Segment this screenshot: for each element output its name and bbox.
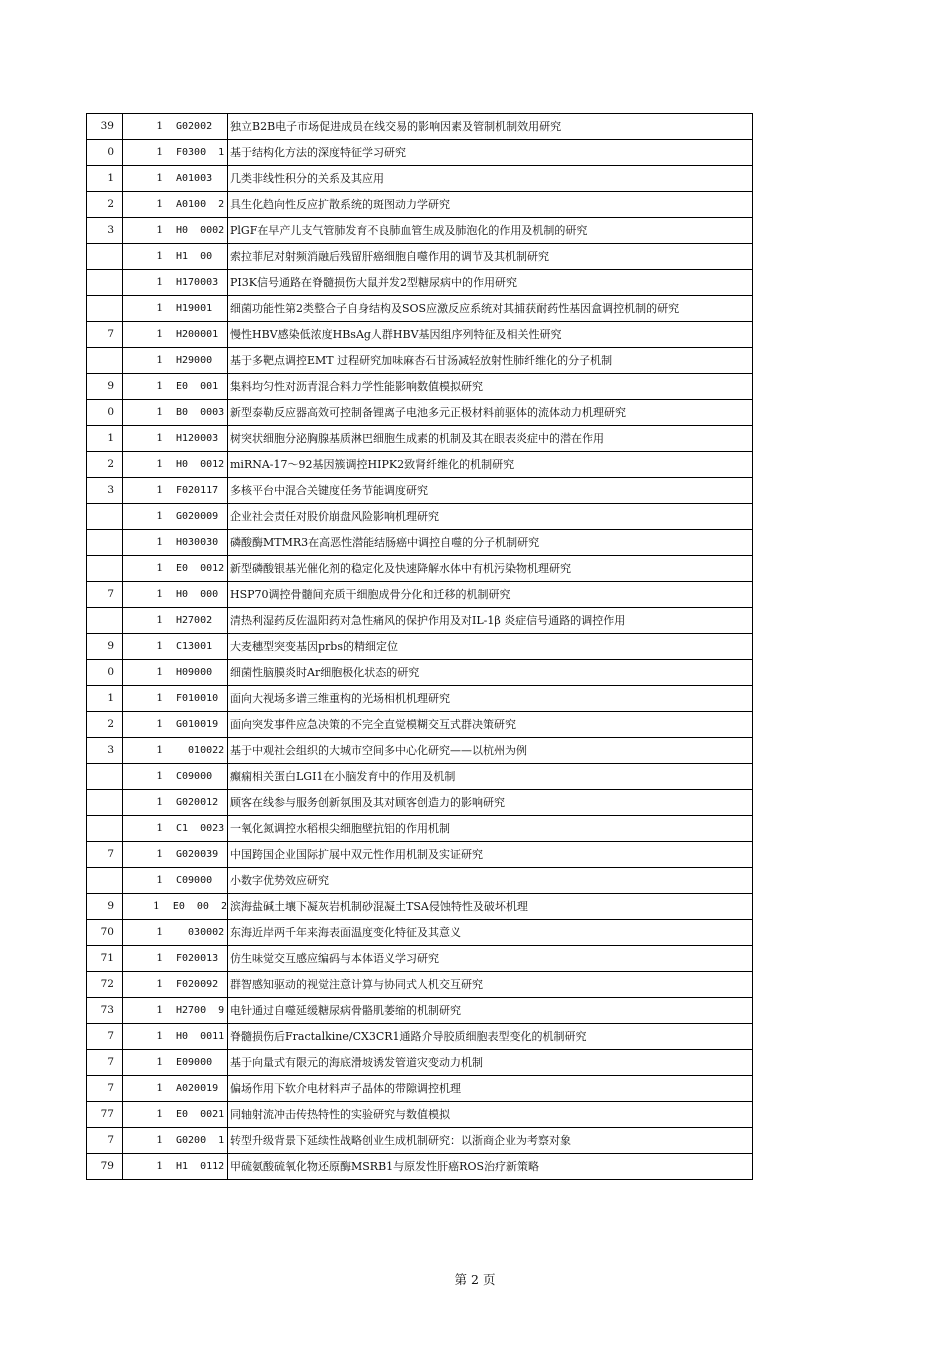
table-row bbox=[87, 296, 753, 322]
row-code-cell bbox=[123, 790, 228, 816]
table-row bbox=[87, 556, 753, 582]
table-row bbox=[87, 1050, 753, 1076]
row-code-cell bbox=[123, 400, 228, 426]
row-title: 中国跨国企业国际扩展中双元性作用机制及实证研究 bbox=[228, 842, 753, 868]
row-code: H1 00 bbox=[176, 251, 213, 262]
row-title: 面向大视场多谱三维重构的光场相机机理研究 bbox=[228, 686, 753, 712]
row-code: E0 001 bbox=[176, 381, 219, 392]
row-code-cell bbox=[123, 660, 228, 686]
row-title: 大麦穗型突变基因prbs的精细定位 bbox=[228, 634, 753, 660]
row-number: 7 bbox=[87, 1024, 123, 1050]
table-row bbox=[87, 764, 753, 790]
row-code-group bbox=[123, 764, 227, 789]
row-code-group bbox=[123, 634, 227, 659]
row-code-cell bbox=[123, 478, 228, 504]
row-count: 1 bbox=[156, 120, 163, 132]
row-number: 2 bbox=[87, 452, 123, 478]
row-code: C13001 bbox=[176, 641, 213, 652]
row-code-group bbox=[123, 1076, 227, 1101]
row-count: 1 bbox=[156, 510, 163, 522]
table-row bbox=[87, 244, 753, 270]
row-code-group bbox=[123, 114, 227, 139]
row-code-cell bbox=[123, 608, 228, 634]
row-code-group bbox=[123, 582, 227, 607]
row-code-cell bbox=[123, 140, 228, 166]
row-title: 滨海盐碱土壤下凝灰岩机制砂混凝土TSA侵蚀特性及破坏机理 bbox=[228, 894, 753, 920]
row-title: 磷酸酶MTMR3在高恶性潜能结肠癌中调控自噬的分子机制研究 bbox=[228, 530, 753, 556]
row-number: 9 bbox=[87, 374, 123, 400]
row-code-cell bbox=[123, 946, 228, 972]
row-code: G020009 bbox=[176, 511, 219, 522]
row-code: G020039 bbox=[176, 849, 219, 860]
row-code-group bbox=[123, 166, 227, 191]
table-row bbox=[87, 738, 753, 764]
row-code: E0 00 2 bbox=[172, 901, 227, 912]
table-row bbox=[87, 816, 753, 842]
row-count: 1 bbox=[156, 692, 163, 704]
table-row bbox=[87, 452, 753, 478]
row-number: 9 bbox=[87, 894, 123, 920]
row-code: H29000 bbox=[176, 355, 213, 366]
row-code: H09000 bbox=[176, 667, 213, 678]
row-code-group bbox=[123, 322, 227, 347]
row-number bbox=[87, 764, 123, 790]
row-title: miRNA-17～92基因簇调控HIPK2致肾纤维化的机制研究 bbox=[228, 452, 753, 478]
table-row bbox=[87, 1024, 753, 1050]
row-number bbox=[87, 790, 123, 816]
row-number: 71 bbox=[87, 946, 123, 972]
row-code: H2700 9 bbox=[176, 1005, 225, 1016]
table-row bbox=[87, 686, 753, 712]
row-title: 仿生味觉交互感应编码与本体语义学习研究 bbox=[228, 946, 753, 972]
table-row bbox=[87, 322, 753, 348]
table-row bbox=[87, 790, 753, 816]
row-code-group bbox=[123, 738, 227, 763]
row-title: 新型磷酸银基光催化剂的稳定化及快速降解水体中有机污染物机理研究 bbox=[228, 556, 753, 582]
row-code-group bbox=[123, 452, 227, 477]
row-number bbox=[87, 608, 123, 634]
row-code-cell bbox=[123, 1154, 228, 1180]
row-number: 3 bbox=[87, 738, 123, 764]
table-row bbox=[87, 478, 753, 504]
row-count: 1 bbox=[156, 1030, 163, 1042]
row-title: 索拉菲尼对射频消融后残留肝癌细胞自噬作用的调节及其机制研究 bbox=[228, 244, 753, 270]
row-number: 7 bbox=[87, 582, 123, 608]
row-count: 1 bbox=[156, 484, 163, 496]
row-count: 1 bbox=[156, 1082, 163, 1094]
row-title: 独立B2B电子市场促进成员在线交易的影响因素及管制机制效用研究 bbox=[228, 114, 753, 140]
row-code-group bbox=[123, 244, 227, 269]
row-count: 1 bbox=[156, 1004, 163, 1016]
row-number: 7 bbox=[87, 842, 123, 868]
row-code-cell bbox=[123, 296, 228, 322]
project-table-body bbox=[87, 114, 753, 1180]
row-number: 7 bbox=[87, 322, 123, 348]
row-code: G0200 1 bbox=[176, 1135, 225, 1146]
row-code: H170003 bbox=[176, 277, 219, 288]
row-code: E0 0012 bbox=[176, 563, 225, 574]
row-code-group bbox=[123, 374, 227, 399]
row-code: A01003 bbox=[176, 173, 213, 184]
row-number: 0 bbox=[87, 400, 123, 426]
row-code-group bbox=[123, 400, 227, 425]
row-title: 同轴射流冲击传热特性的实验研究与数值模拟 bbox=[228, 1102, 753, 1128]
row-title: 具生化趋向性反应扩散系统的斑图动力学研究 bbox=[228, 192, 753, 218]
row-code: G010019 bbox=[176, 719, 219, 730]
table-row bbox=[87, 426, 753, 452]
table-row bbox=[87, 894, 753, 920]
row-code-group bbox=[123, 894, 227, 919]
row-count: 1 bbox=[156, 172, 163, 184]
table-row bbox=[87, 660, 753, 686]
row-code: H120003 bbox=[176, 433, 219, 444]
row-code-group bbox=[123, 192, 227, 217]
row-code-group bbox=[123, 842, 227, 867]
row-number: 1 bbox=[87, 426, 123, 452]
row-title: PI3K信号通路在脊髓损伤大鼠并发2型糖尿病中的作用研究 bbox=[228, 270, 753, 296]
row-title: 细菌功能性第2类整合子自身结构及SOS应激反应系统对其捕获耐药性基因盒调控机制的研究 bbox=[228, 296, 753, 322]
row-code-cell bbox=[123, 322, 228, 348]
table-row bbox=[87, 140, 753, 166]
table-row bbox=[87, 1128, 753, 1154]
row-count: 1 bbox=[156, 146, 163, 158]
row-code-group bbox=[123, 712, 227, 737]
row-count: 1 bbox=[156, 380, 163, 392]
row-code-cell bbox=[123, 374, 228, 400]
row-count: 1 bbox=[156, 1108, 163, 1120]
row-title: 顾客在线参与服务创新氛围及其对顾客创造力的影响研究 bbox=[228, 790, 753, 816]
row-code-cell bbox=[123, 270, 228, 296]
row-code-cell bbox=[123, 738, 228, 764]
row-number: 79 bbox=[87, 1154, 123, 1180]
table-row bbox=[87, 868, 753, 894]
row-number bbox=[87, 296, 123, 322]
row-code: A020019 bbox=[176, 1083, 219, 1094]
row-count: 1 bbox=[156, 458, 163, 470]
row-count: 1 bbox=[156, 406, 163, 418]
table-row bbox=[87, 608, 753, 634]
table-row bbox=[87, 582, 753, 608]
row-code-cell bbox=[123, 244, 228, 270]
row-code-cell bbox=[123, 842, 228, 868]
table-row bbox=[87, 530, 753, 556]
row-code: H0 0012 bbox=[176, 459, 225, 470]
row-code-group bbox=[123, 1154, 227, 1179]
row-count: 1 bbox=[156, 796, 163, 808]
row-count: 1 bbox=[156, 1056, 163, 1068]
row-title: 小数字优势效应研究 bbox=[228, 868, 753, 894]
row-count: 1 bbox=[156, 432, 163, 444]
row-code-group bbox=[123, 868, 227, 893]
page-number: 第 2 页 bbox=[454, 1272, 496, 1287]
row-code: F020092 bbox=[176, 979, 219, 990]
row-count: 1 bbox=[156, 978, 163, 990]
row-number: 1 bbox=[87, 686, 123, 712]
row-code-cell bbox=[123, 868, 228, 894]
row-title: 甲硫氨酸硫氧化物还原酶MSRB1与原发性肝癌ROS治疗新策略 bbox=[228, 1154, 753, 1180]
row-code-cell bbox=[123, 998, 228, 1024]
row-code-cell bbox=[123, 530, 228, 556]
row-code: H19001 bbox=[176, 303, 213, 314]
row-count: 1 bbox=[156, 224, 163, 236]
row-code-cell bbox=[123, 1076, 228, 1102]
row-code-cell bbox=[123, 1024, 228, 1050]
row-code-group bbox=[123, 1128, 227, 1153]
project-table bbox=[86, 113, 753, 1180]
row-code-group bbox=[123, 504, 227, 529]
table-row bbox=[87, 504, 753, 530]
row-count: 1 bbox=[156, 302, 163, 314]
row-number: 7 bbox=[87, 1076, 123, 1102]
row-code-cell bbox=[123, 894, 228, 920]
row-code: C09000 bbox=[176, 875, 213, 886]
row-count: 1 bbox=[156, 822, 163, 834]
row-number bbox=[87, 244, 123, 270]
row-number bbox=[87, 270, 123, 296]
row-number: 39 bbox=[87, 114, 123, 140]
row-code-cell bbox=[123, 166, 228, 192]
row-code-cell bbox=[123, 1050, 228, 1076]
row-code: C1 0023 bbox=[176, 823, 225, 834]
row-title: 转型升级背景下延续性战略创业生成机制研究：以浙商企业为考察对象 bbox=[228, 1128, 753, 1154]
row-number: 3 bbox=[87, 478, 123, 504]
row-code-cell bbox=[123, 348, 228, 374]
row-code-group bbox=[123, 972, 227, 997]
row-code-group bbox=[123, 270, 227, 295]
row-code-group bbox=[123, 1102, 227, 1127]
row-code-group bbox=[123, 660, 227, 685]
row-code: C09000 bbox=[176, 771, 213, 782]
row-count: 1 bbox=[156, 562, 163, 574]
table-row bbox=[87, 972, 753, 998]
row-code: G020012 bbox=[176, 797, 219, 808]
row-title: 几类非线性积分的关系及其应用 bbox=[228, 166, 753, 192]
row-code-group bbox=[123, 218, 227, 243]
row-title: 基于结构化方法的深度特征学习研究 bbox=[228, 140, 753, 166]
row-code: E09000 bbox=[176, 1057, 213, 1068]
row-count: 1 bbox=[156, 536, 163, 548]
table-row bbox=[87, 1102, 753, 1128]
row-code: H0 0011 bbox=[176, 1031, 225, 1042]
row-code: H200001 bbox=[176, 329, 219, 340]
table-row bbox=[87, 1076, 753, 1102]
row-code-group bbox=[123, 140, 227, 165]
row-code-group bbox=[123, 816, 227, 841]
row-code-cell bbox=[123, 816, 228, 842]
row-count: 1 bbox=[156, 276, 163, 288]
row-number: 72 bbox=[87, 972, 123, 998]
row-count: 1 bbox=[153, 900, 160, 912]
row-code-cell bbox=[123, 712, 228, 738]
row-title: 群智感知驱动的视觉注意计算与协同式人机交互研究 bbox=[228, 972, 753, 998]
table-row bbox=[87, 218, 753, 244]
row-title: 清热利湿药反佐温阳药对急性痛风的保护作用及对IL-1β 炎症信号通路的调控作用 bbox=[228, 608, 753, 634]
row-title: 电针通过自噬延缓糖尿病骨骼肌萎缩的机制研究 bbox=[228, 998, 753, 1024]
table-row bbox=[87, 946, 753, 972]
row-code-cell bbox=[123, 972, 228, 998]
row-code-cell bbox=[123, 556, 228, 582]
row-code: H0 000 bbox=[176, 589, 219, 600]
row-code: F020013 bbox=[176, 953, 219, 964]
row-number: 2 bbox=[87, 192, 123, 218]
row-title: 多核平台中混合关键度任务节能调度研究 bbox=[228, 478, 753, 504]
row-count: 1 bbox=[156, 874, 163, 886]
row-code-cell bbox=[123, 504, 228, 530]
row-code: A0100 2 bbox=[176, 199, 225, 210]
row-code-cell bbox=[123, 1128, 228, 1154]
table-row bbox=[87, 634, 753, 660]
table-row bbox=[87, 400, 753, 426]
row-count: 1 bbox=[156, 666, 163, 678]
row-title: 脊髓损伤后Fractalkine/CX3CR1通路介导胶质细胞表型变化的机制研究 bbox=[228, 1024, 753, 1050]
table-row bbox=[87, 270, 753, 296]
table-row bbox=[87, 998, 753, 1024]
row-number: 3 bbox=[87, 218, 123, 244]
row-title: 新型泰勒反应器高效可控制备锂离子电池多元正极材料前驱体的流体动力机理研究 bbox=[228, 400, 753, 426]
row-title: 企业社会责任对股价崩盘风险影响机理研究 bbox=[228, 504, 753, 530]
row-number: 7 bbox=[87, 1050, 123, 1076]
row-number bbox=[87, 504, 123, 530]
row-count: 1 bbox=[156, 848, 163, 860]
row-title: 面向突发事件应急决策的不完全直觉模糊交互式群决策研究 bbox=[228, 712, 753, 738]
row-title: 东海近岸两千年来海表面温度变化特征及其意义 bbox=[228, 920, 753, 946]
row-number: 73 bbox=[87, 998, 123, 1024]
table-row bbox=[87, 192, 753, 218]
row-code-group bbox=[123, 998, 227, 1023]
row-title: 一氧化氮调控水稻根尖细胞壁抗铝的作用机制 bbox=[228, 816, 753, 842]
row-title: 集料均匀性对沥青混合料力学性能影响数值模拟研究 bbox=[228, 374, 753, 400]
row-code-group bbox=[123, 296, 227, 321]
table-row bbox=[87, 348, 753, 374]
table-row bbox=[87, 166, 753, 192]
row-title: 慢性HBV感染低浓度HBsAg人群HBV基因组序列特征及相关性研究 bbox=[228, 322, 753, 348]
row-code-group bbox=[123, 348, 227, 373]
row-code-group bbox=[123, 790, 227, 815]
table-row bbox=[87, 712, 753, 738]
table-row bbox=[87, 374, 753, 400]
row-code-group bbox=[123, 608, 227, 633]
row-code-cell bbox=[123, 114, 228, 140]
row-code: G02002 bbox=[176, 121, 213, 132]
row-code-cell bbox=[123, 218, 228, 244]
row-count: 1 bbox=[156, 952, 163, 964]
row-title: 基于向量式有限元的海底滑坡诱发管道灾变动力机制 bbox=[228, 1050, 753, 1076]
row-code-cell bbox=[123, 764, 228, 790]
row-number: 1 bbox=[87, 166, 123, 192]
row-number bbox=[87, 556, 123, 582]
row-code-cell bbox=[123, 1102, 228, 1128]
row-count: 1 bbox=[156, 328, 163, 340]
row-number: 9 bbox=[87, 634, 123, 660]
row-title: 基于中观社会组织的大城市空间多中心化研究——以杭州为例 bbox=[228, 738, 753, 764]
row-number bbox=[87, 816, 123, 842]
row-number: 2 bbox=[87, 712, 123, 738]
row-title: PlGF在早产儿支气管肺发育不良肺血管生成及肺泡化的作用及机制的研究 bbox=[228, 218, 753, 244]
row-code-cell bbox=[123, 634, 228, 660]
row-number: 0 bbox=[87, 140, 123, 166]
row-code-cell bbox=[123, 452, 228, 478]
row-code: H1 0112 bbox=[176, 1161, 225, 1172]
row-number bbox=[87, 868, 123, 894]
row-title: 偏场作用下软介电材料声子晶体的带隙调控机理 bbox=[228, 1076, 753, 1102]
row-code: B0 0003 bbox=[176, 407, 225, 418]
row-count: 1 bbox=[156, 1134, 163, 1146]
row-count: 1 bbox=[156, 926, 163, 938]
row-count: 1 bbox=[156, 354, 163, 366]
row-code-group bbox=[123, 556, 227, 581]
row-code: H0 0002 bbox=[176, 225, 225, 236]
row-count: 1 bbox=[156, 614, 163, 626]
row-code-cell bbox=[123, 192, 228, 218]
row-code: E0 0021 bbox=[176, 1109, 225, 1120]
row-number bbox=[87, 530, 123, 556]
row-code-cell bbox=[123, 920, 228, 946]
row-title: 癫痫相关蛋白LGI1在小脑发育中的作用及机制 bbox=[228, 764, 753, 790]
row-code: H27002 bbox=[176, 615, 213, 626]
row-title: 基于多靶点调控EMT 过程研究加味麻杏石甘汤减轻放射性肺纤维化的分子机制 bbox=[228, 348, 753, 374]
row-number: 70 bbox=[87, 920, 123, 946]
row-code-group bbox=[123, 946, 227, 971]
table-row bbox=[87, 1154, 753, 1180]
row-code-cell bbox=[123, 426, 228, 452]
row-number bbox=[87, 348, 123, 374]
row-code: H030030 bbox=[176, 537, 219, 548]
row-title: HSP70调控骨髓间充质干细胞成骨分化和迁移的机制研究 bbox=[228, 582, 753, 608]
row-code: F020117 bbox=[176, 485, 219, 496]
row-code-cell bbox=[123, 686, 228, 712]
row-title: 细菌性脑膜炎时Ar细胞极化状态的研究 bbox=[228, 660, 753, 686]
row-count: 1 bbox=[156, 640, 163, 652]
table-row bbox=[87, 920, 753, 946]
row-code-group bbox=[123, 530, 227, 555]
row-count: 1 bbox=[156, 250, 163, 262]
row-count: 1 bbox=[156, 588, 163, 600]
row-title: 树突状细胞分泌胸腺基质淋巴细胞生成素的机制及其在眼表炎症中的潜在作用 bbox=[228, 426, 753, 452]
row-count: 1 bbox=[156, 744, 163, 756]
row-code-group bbox=[123, 1050, 227, 1075]
row-number: 77 bbox=[87, 1102, 123, 1128]
row-code-group bbox=[123, 426, 227, 451]
row-code-group bbox=[123, 920, 227, 945]
row-count: 1 bbox=[156, 770, 163, 782]
row-code-group bbox=[123, 686, 227, 711]
row-count: 1 bbox=[156, 718, 163, 730]
table-row bbox=[87, 114, 753, 140]
row-code-cell bbox=[123, 582, 228, 608]
row-code: 010022 bbox=[176, 745, 225, 756]
row-code-group bbox=[123, 478, 227, 503]
row-number: 7 bbox=[87, 1128, 123, 1154]
row-number: 0 bbox=[87, 660, 123, 686]
row-code: F010010 bbox=[176, 693, 219, 704]
row-code: 030002 bbox=[176, 927, 225, 938]
row-code-group bbox=[123, 1024, 227, 1049]
row-count: 1 bbox=[156, 198, 163, 210]
table-row bbox=[87, 842, 753, 868]
row-code: F0300 1 bbox=[176, 147, 225, 158]
row-count: 1 bbox=[156, 1160, 163, 1172]
